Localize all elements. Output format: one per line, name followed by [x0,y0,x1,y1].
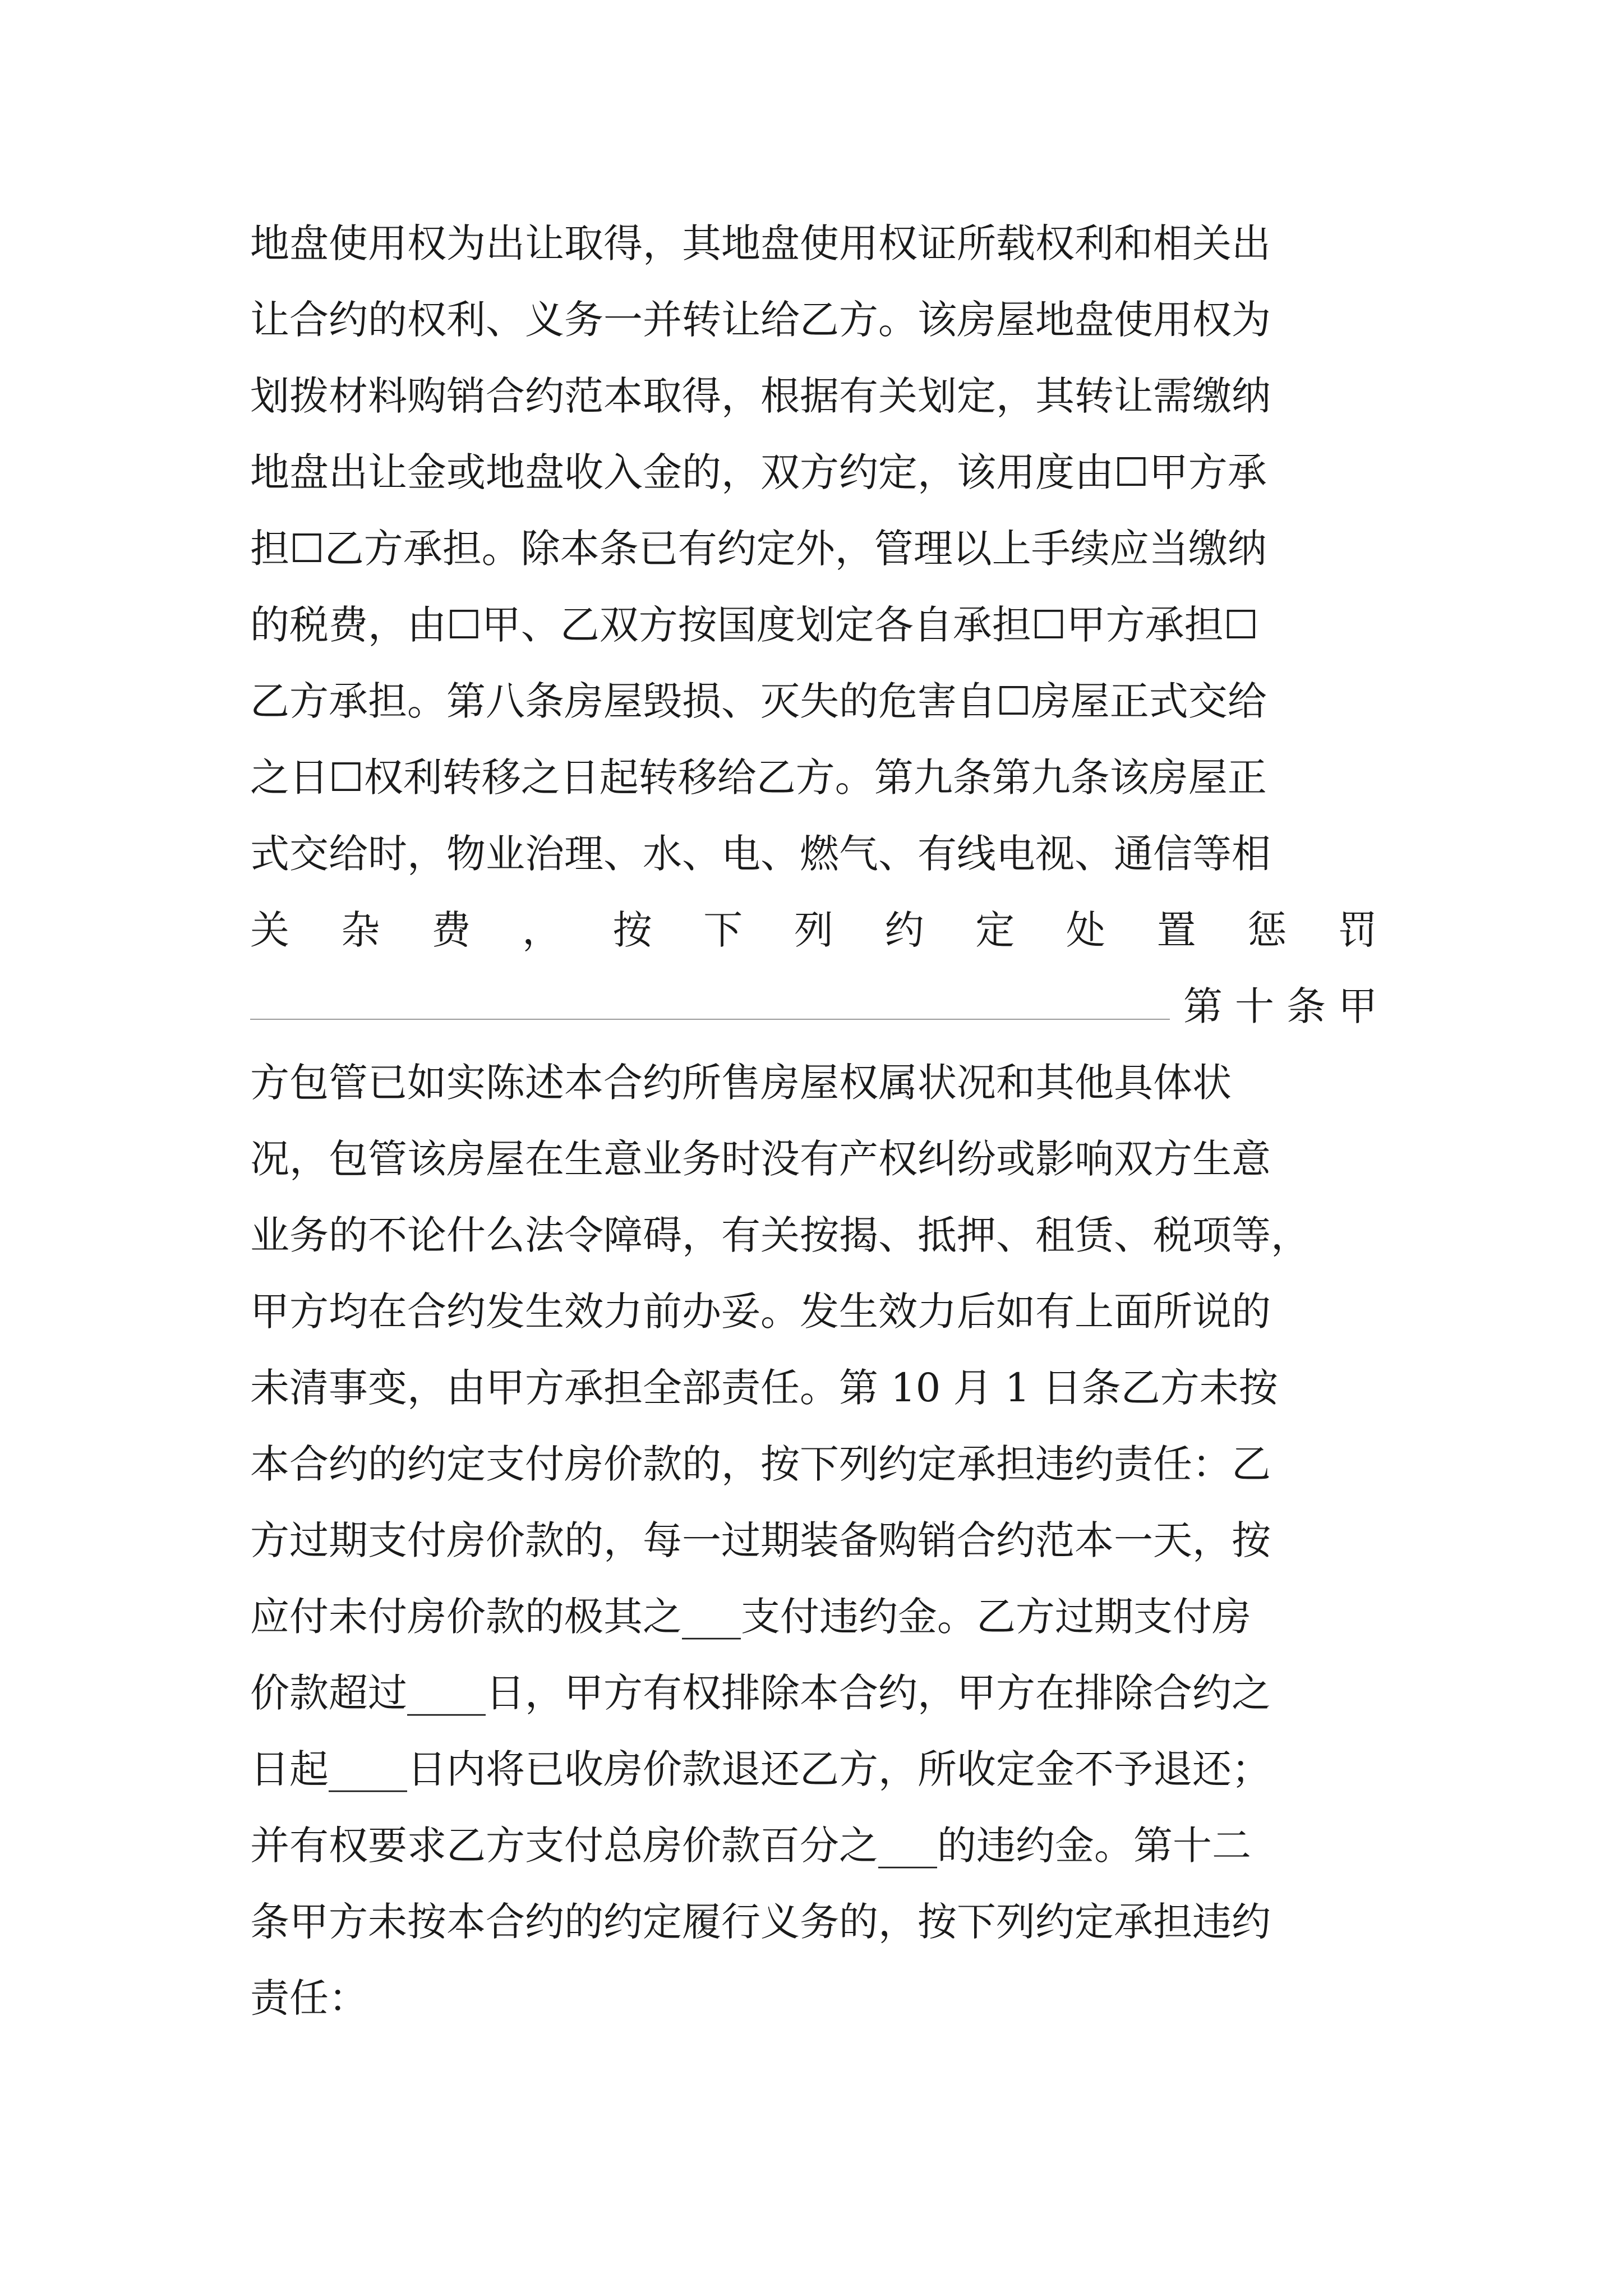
text-line: 担☐乙方承担。除本条已有约定外，管理以上手续应当缴纳 [250,526,1267,572]
text-line: 甲方均在合约发生效力前办妥。发生效力后如有上面所说的 [250,1289,1271,1335]
text-line: 式交给时，物业治理、水、电、燃气、有线电视、通信等相 [250,831,1271,877]
underline-line [250,968,1377,1045]
text-line: 况，包管该房屋在生意业务时没有产权纠纷或影响双方生意 [250,1136,1271,1182]
text-line: 乙方承担。第八条房屋毁损、灭失的危害自☐房屋正式交给 [250,678,1267,724]
text-line: 地盘使用权为出让取得，其地盘使用权证所载权利和相关出 [250,220,1271,266]
paragraph-upper [250,205,1377,1045]
text-line: 本合约的约定支付房价款的，按下列约定承担违约责任：乙 [250,1441,1271,1487]
text-line: 并有权要求乙方支付总房价款百分之___的违约金。第十二 [250,1823,1251,1869]
text-line: 方包管已如实陈述本合约所售房屋权属状况和其他具体状 [250,1060,1232,1106]
text-line: 未清事变，由甲方承担全部责任。第 10 月 1 日条乙方未按 [250,1365,1278,1411]
text-line-last: 责任： [250,1975,368,2021]
text-line: 让合约的权利、义务一并转让给乙方。该房屋地盘使用权为 [250,297,1271,343]
spaced-text-line: 关 杂 费 ， 按 下 列 约 定 处 置 惩 罚 [250,907,1377,953]
text-line: 日起____日内将已收房价款退还乙方，所收定金不予退还； [250,1746,1271,1792]
article-ten-heading: 第 十 条 甲 [1183,983,1377,1029]
text-line: 之日☐权利转移之日起转移给乙方。第九条第九条该房屋正 [250,754,1267,800]
text-line: 的税费，由☐甲、乙双方按国度划定各自承担☐甲方承担☐ [250,602,1259,648]
text-line: 条甲方未按本合约的约定履行义务的，按下列约定承担违约 [250,1899,1271,1945]
text-line: 方过期支付房价款的，每一过期装备购销合约范本一天，按 [250,1517,1271,1563]
text-line: 地盘出让金或地盘收入金的，双方约定，该用度由☐甲方承 [250,449,1267,495]
text-line: 业务的不论什么法令障碍，有关按揭、抵押、租赁、税项等， [250,1212,1310,1258]
paragraph-lower [250,1045,1377,2036]
text-line: 划拨材料购销合约范本取得，根据有关划定，其转让需缴纳 [250,373,1271,419]
text-line: 应付未付房价款的极其之___支付违约金。乙方过期支付房 [250,1594,1251,1640]
text-line: 价款超过____日，甲方有权排除本合约，甲方在排除合约之 [250,1670,1271,1716]
fill-in-blank-line [250,970,1170,1020]
